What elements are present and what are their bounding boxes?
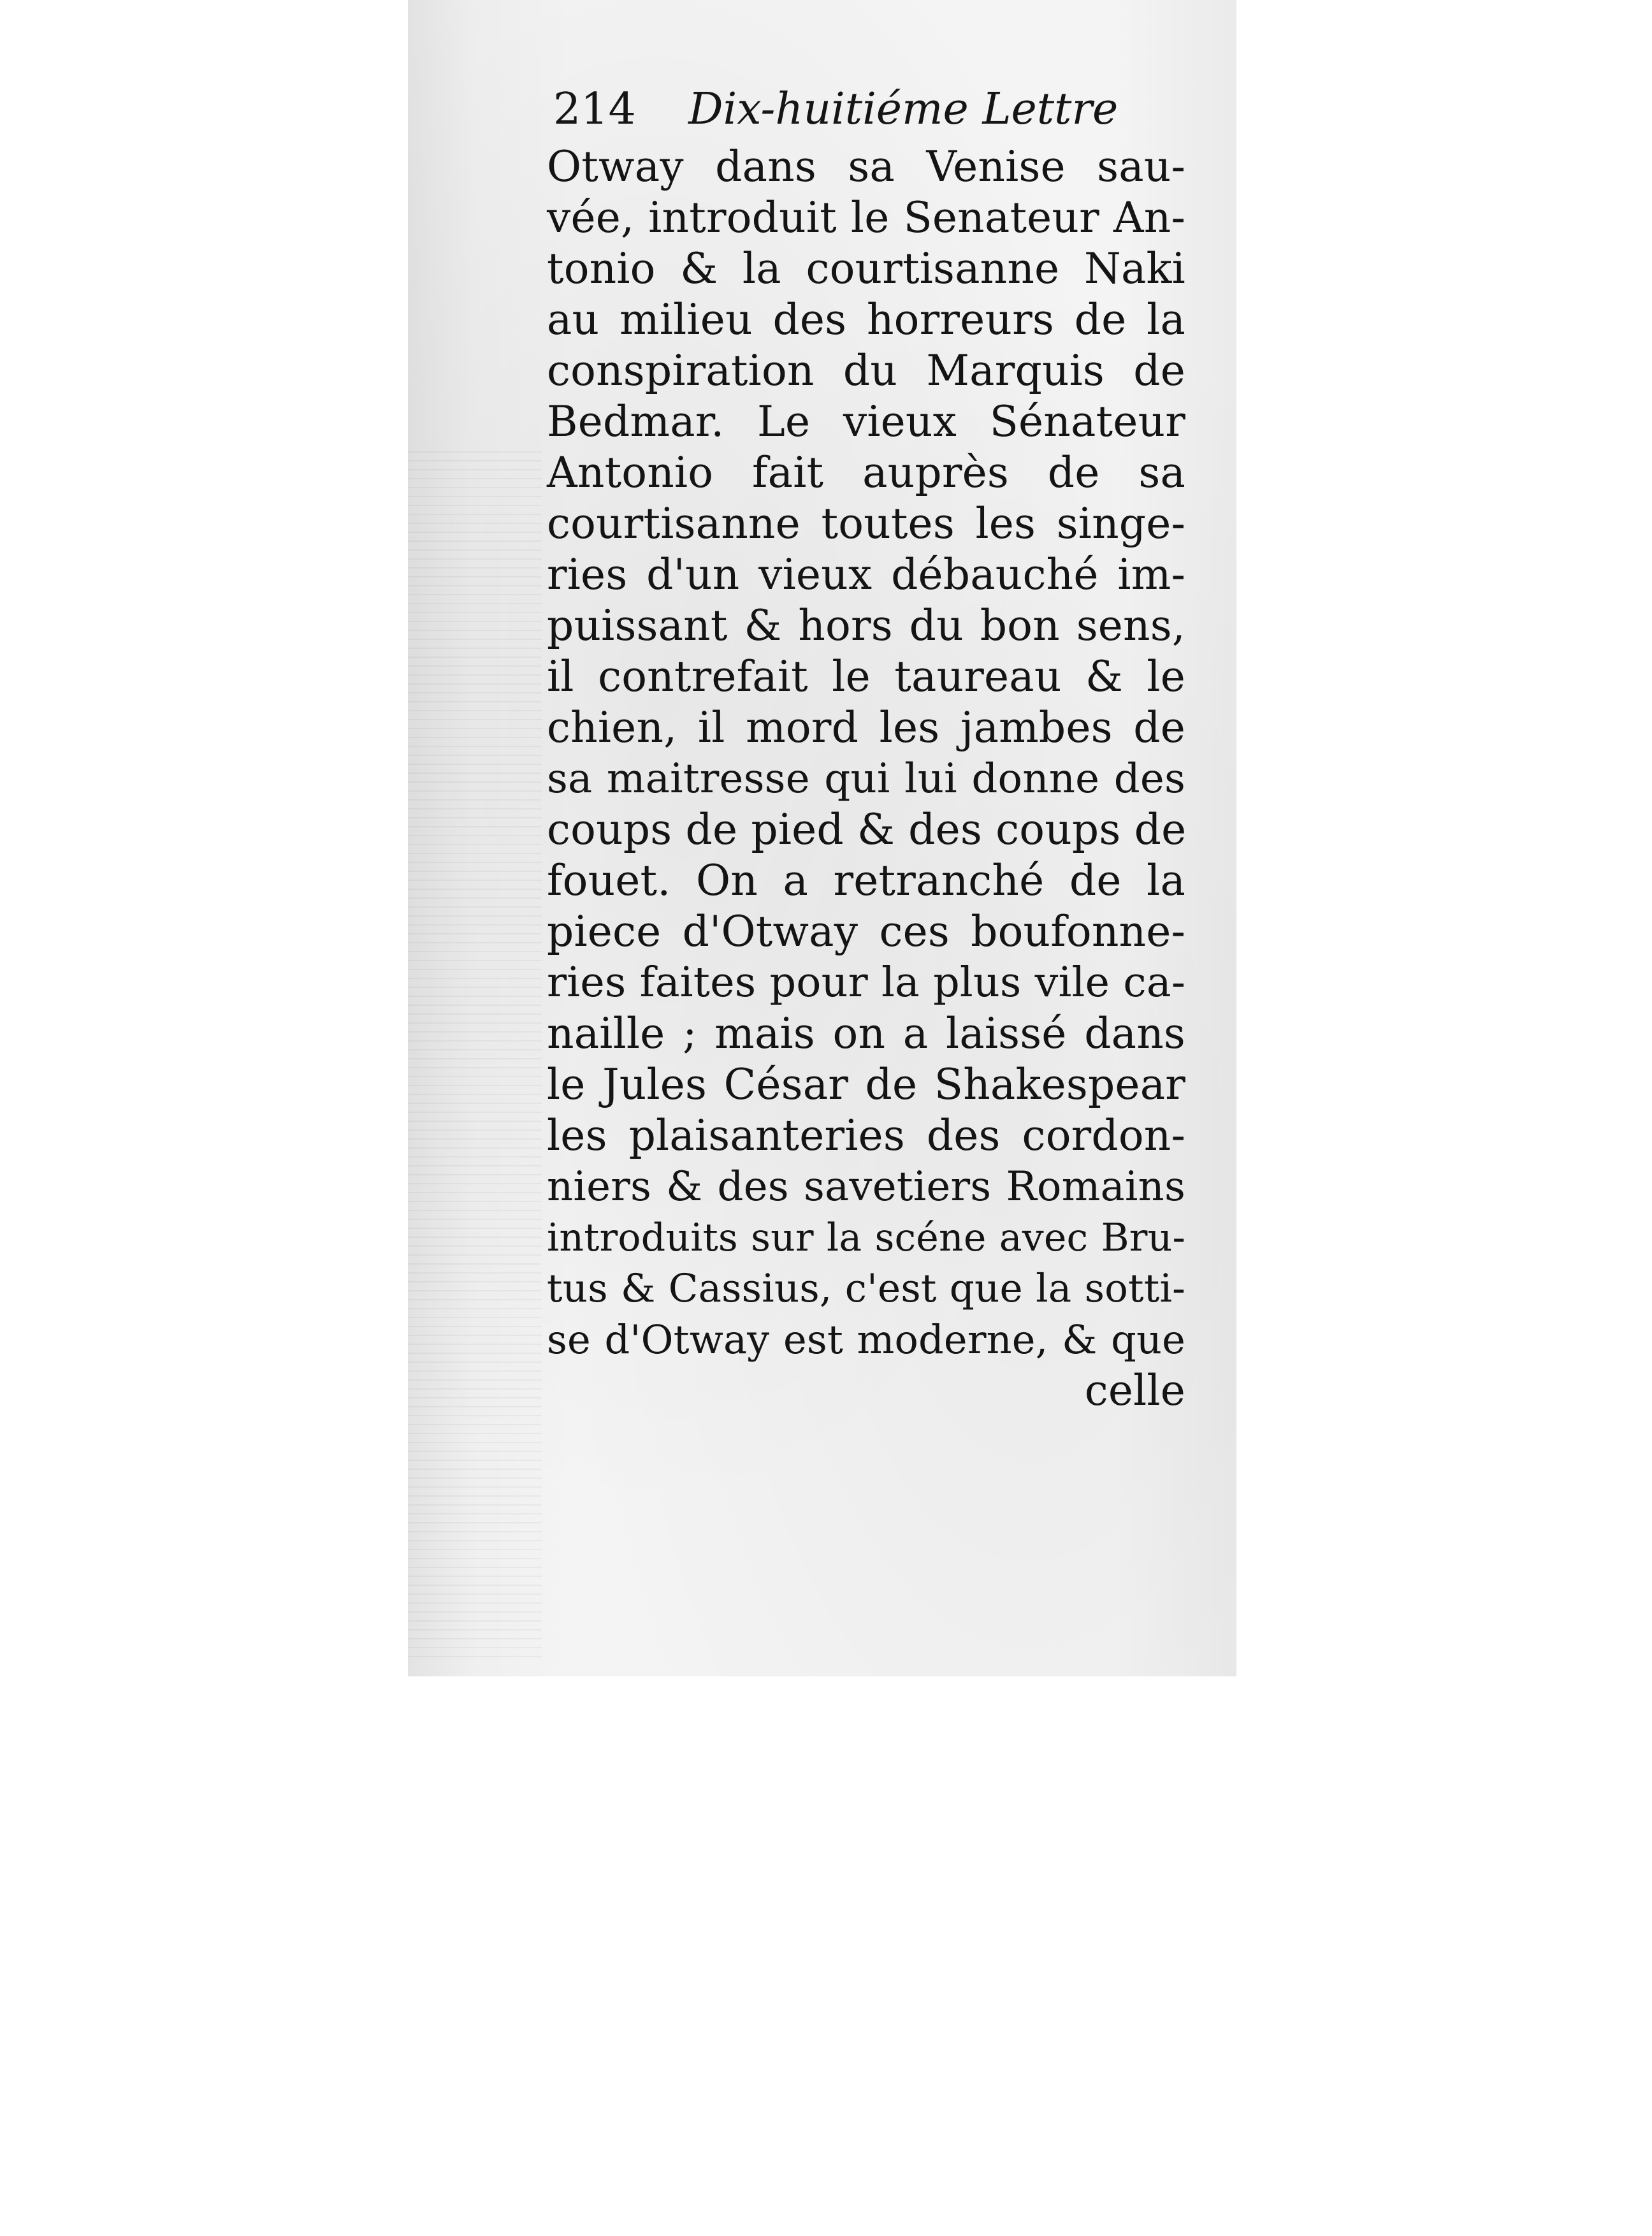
text-line: ries faites pour la plus vile ca-	[547, 959, 1185, 1006]
text-line: chien, il mord les jambes de	[547, 703, 1185, 752]
text-line: tonio & la courtisanne Naki	[547, 244, 1185, 293]
text-line: piece d'Otway ces boufonne-	[547, 907, 1185, 956]
text-line: se d'Otway est moderne, & que	[547, 1316, 1185, 1363]
page-header	[553, 84, 1187, 148]
text-line: Bedmar. Le vieux Sénateur	[547, 397, 1185, 446]
text-line: ries d'un vieux débauché im-	[547, 550, 1185, 599]
page-number: 214	[553, 84, 636, 134]
text-line: introduits sur la scéne avec Bru-	[547, 1216, 1185, 1260]
catchword: celle	[1084, 1366, 1185, 1415]
text-line: coups de pied & des coups de	[547, 805, 1187, 854]
text-line: il contrefait le taureau & le	[547, 652, 1185, 701]
text-line: fouet. On a retranché de la	[547, 856, 1185, 905]
text-line: naille ; mais on a laissé dans	[547, 1009, 1185, 1058]
text-line: au milieu des horreurs de la	[547, 295, 1185, 344]
text-line: le Jules César de Shakespear	[547, 1060, 1185, 1109]
text-line: puissant & hors du bon sens,	[547, 601, 1185, 650]
text-line: courtisanne toutes les singe-	[547, 499, 1185, 548]
text-line: les plaisanteries des cordon-	[547, 1111, 1185, 1160]
text-line: niers & des savetiers Romains	[547, 1163, 1185, 1210]
text-line: tus & Cassius, c'est que la sotti-	[547, 1266, 1185, 1311]
text-line: Antonio fait auprès de sa	[547, 448, 1185, 497]
bleed-through-marks	[408, 446, 542, 1657]
text-line: conspiration du Marquis de	[547, 346, 1185, 395]
text-line: sa maitresse qui lui donne des	[547, 755, 1185, 802]
text-line: vée, introduit le Senateur An-	[547, 193, 1185, 242]
running-title: Dix-huitiéme Lettre	[688, 84, 1119, 134]
text-line: Otway dans sa Venise sau-	[547, 142, 1185, 191]
body-text	[547, 142, 1185, 1416]
